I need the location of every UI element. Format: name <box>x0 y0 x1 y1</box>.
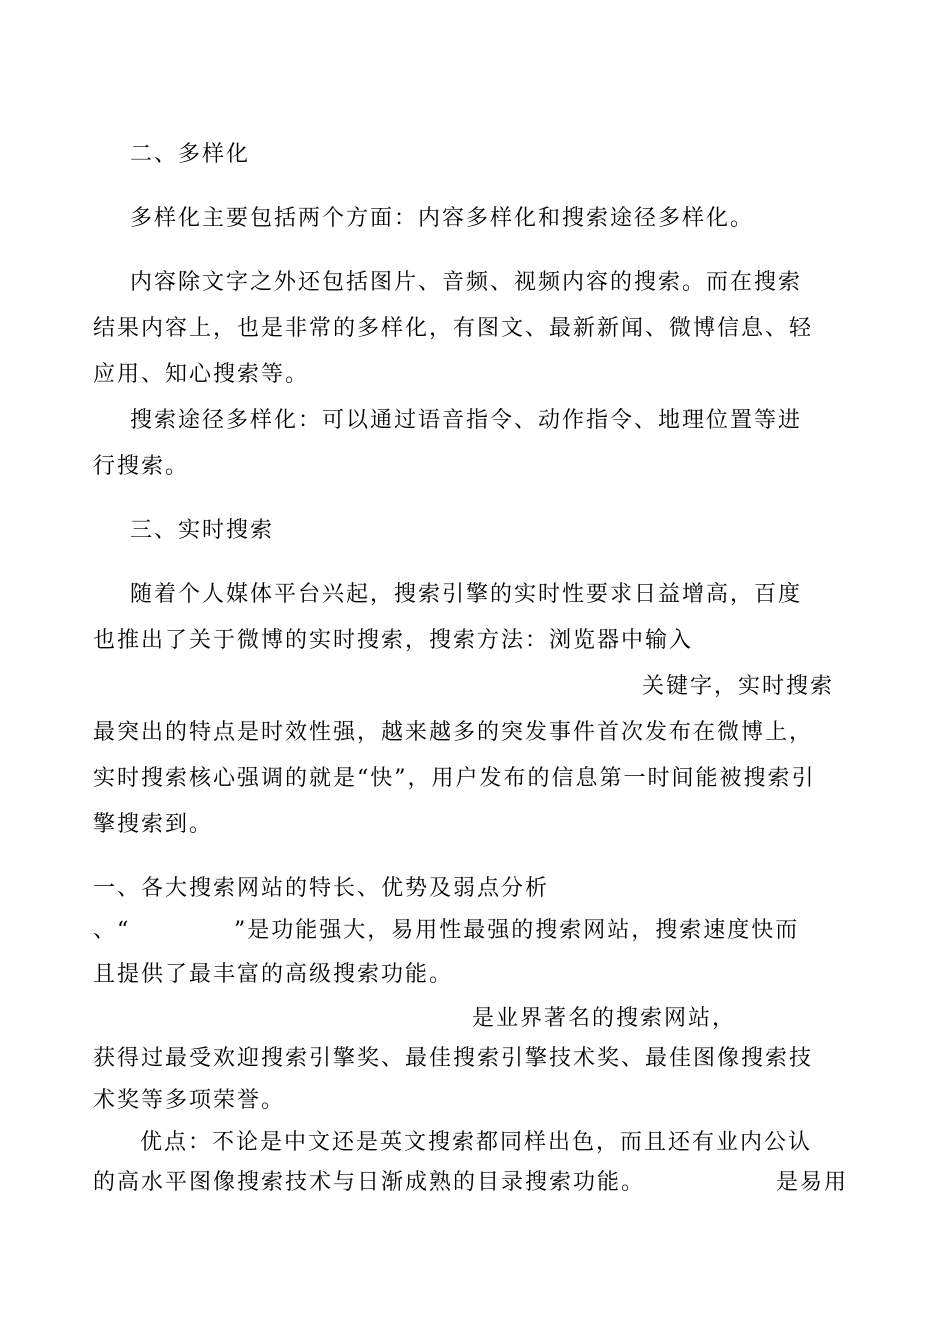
paragraph-realtime-line-3: 关键字，实时搜索 <box>642 674 835 699</box>
paragraph-first-site-line-2: 且提供了最丰富的高级搜索功能。 <box>93 962 454 987</box>
paragraph-content-line-3: 应用、知心搜索等。 <box>93 362 310 387</box>
paragraph-diversity-intro: 多样化主要包括两个方面：内容多样化和搜索途径多样化。 <box>130 206 755 231</box>
paragraph-realtime-line-4: 最突出的特点是时效性强，越来越多的突发事件首次发布在微博上， <box>93 720 814 745</box>
paragraph-first-site-line-1b: ”是功能强大，易用性最强的搜索网站，搜索速度快而 <box>234 918 800 943</box>
paragraph-advantages-line-1: 优点：不论是中文还是英文搜索都同样出色，而且还有业内公认 <box>140 1130 813 1155</box>
paragraph-first-site-line-1a: 、“ <box>93 918 131 943</box>
paragraph-realtime-line-2: 也推出了关于微博的实时搜索，搜索方法：浏览器中输入 <box>93 628 694 653</box>
section-heading-analysis: 一、各大搜索网站的特长、优势及弱点分析 <box>93 876 550 901</box>
paragraph-famous-line-2: 获得过最受欢迎搜索引擎奖、最佳搜索引擎技术奖、最佳图像搜索技 <box>93 1046 814 1071</box>
paragraph-realtime-line-1: 随着个人媒体平台兴起，搜索引擎的实时性要求日益增高，百度 <box>130 582 803 607</box>
paragraph-search-path-line-2: 行搜索。 <box>93 454 190 479</box>
paragraph-content-line-1: 内容除文字之外还包括图片、音频、视频内容的搜索。而在搜索 <box>130 270 803 295</box>
section-heading-realtime: 三、实时搜索 <box>130 518 275 543</box>
paragraph-famous-line-3: 术奖等多项荣誉。 <box>93 1088 286 1113</box>
paragraph-content-line-2: 结果内容上，也是非常的多样化，有图文、最新新闻、微博信息、轻 <box>93 316 814 341</box>
paragraph-advantages-line-2: 的高水平图像搜索技术与日渐成熟的目录搜索功能。 <box>93 1170 646 1195</box>
paragraph-advantages-line-2-tail: 是易用 <box>776 1170 849 1195</box>
paragraph-famous-line-1: 是业界著名的搜索网站， <box>472 1006 737 1031</box>
paragraph-realtime-line-6: 擎搜索到。 <box>93 812 214 837</box>
section-heading-diversity: 二、多样化 <box>130 142 251 167</box>
paragraph-search-path-line-1: 搜索途径多样化：可以通过语音指令、动作指令、地理位置等进 <box>130 408 803 433</box>
paragraph-realtime-line-5: 实时搜索核心强调的就是“快”，用户发布的信息第一时间能被搜索引 <box>93 766 816 791</box>
